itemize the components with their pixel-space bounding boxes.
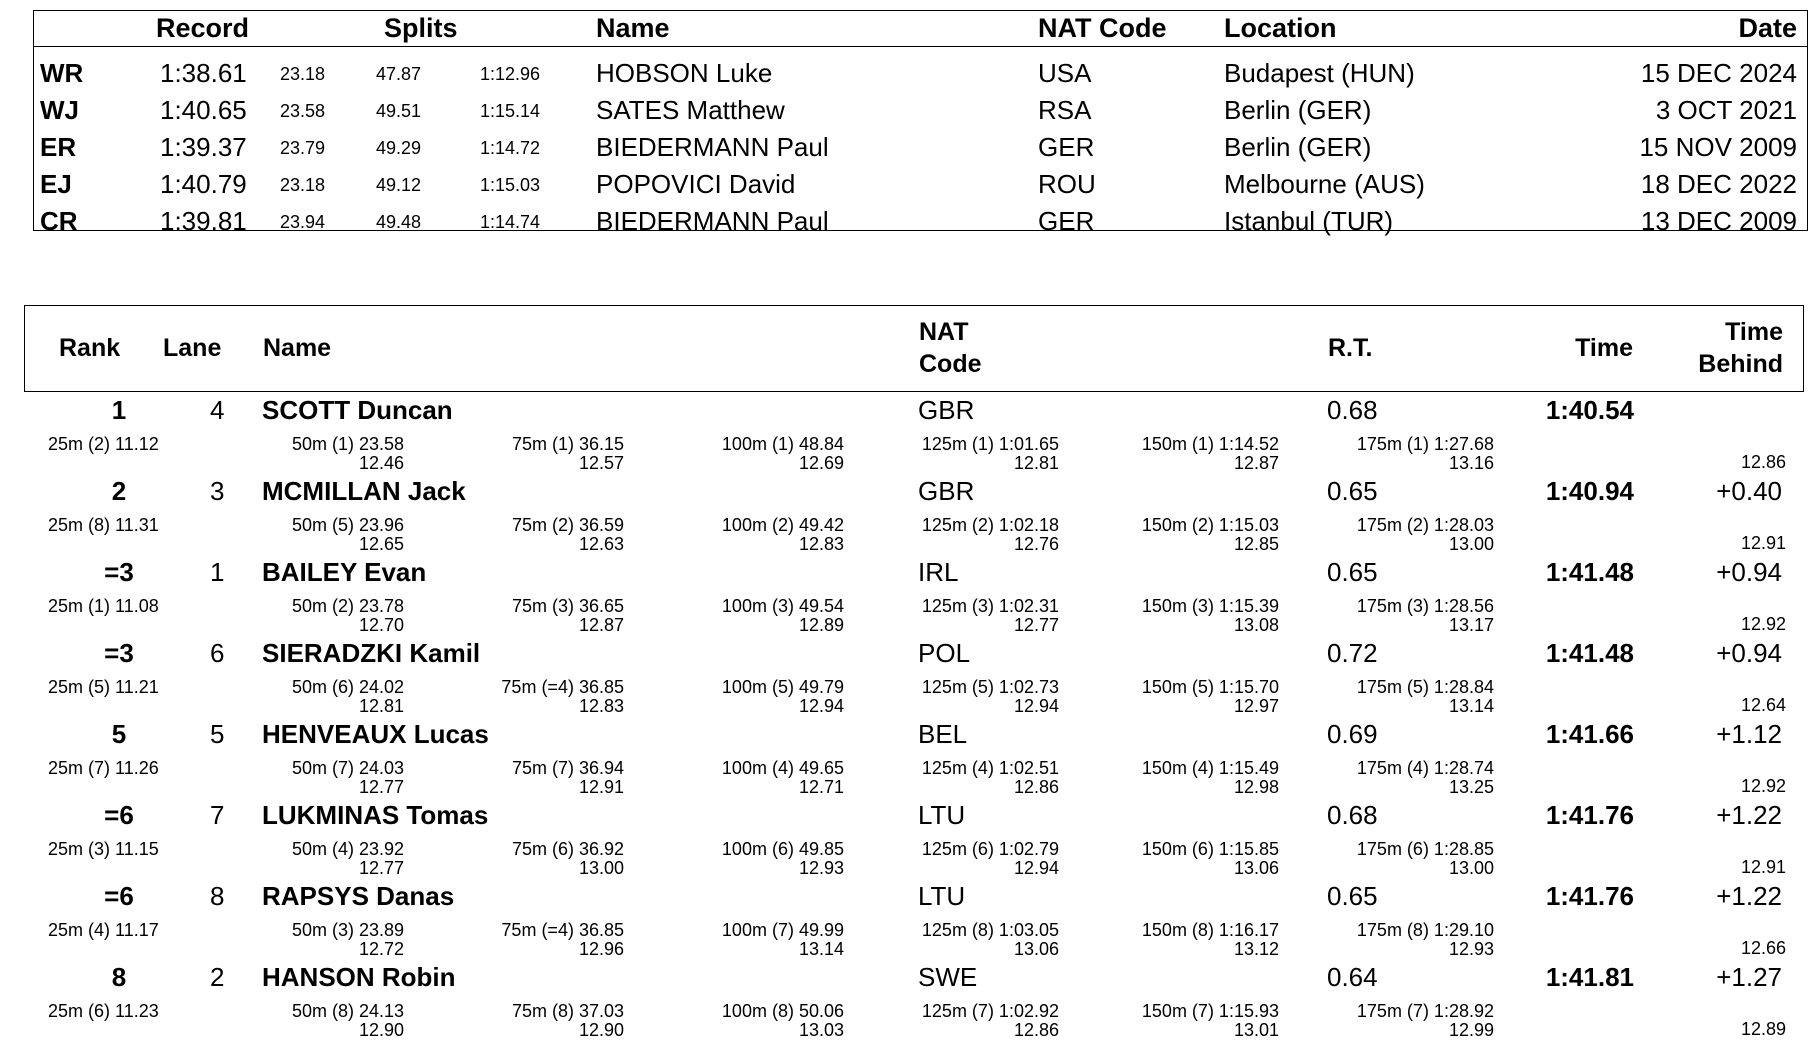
reaction-time: 0.65 xyxy=(1327,476,1378,506)
rank: =3 xyxy=(104,638,134,668)
split-125m-lap: 12.86 xyxy=(1013,777,1059,797)
split-150m-lap: 13.01 xyxy=(1233,1020,1279,1040)
record-split-100: 49.48 xyxy=(376,212,422,232)
split-50m: 50m (4) 23.92 xyxy=(291,839,404,859)
split-125m: 125m (5) 1:02.73 xyxy=(921,677,1059,697)
results-header-lane: Lane xyxy=(163,334,222,362)
athlete-name: RAPSYS Danas xyxy=(262,881,455,911)
split-125m: 125m (1) 1:01.65 xyxy=(921,434,1059,454)
lane: 5 xyxy=(210,719,225,749)
split-50m: 50m (8) 24.13 xyxy=(291,1001,404,1021)
record-split-100: 49.51 xyxy=(376,101,422,121)
split-100m-lap: 12.69 xyxy=(798,453,844,473)
reaction-time: 0.69 xyxy=(1327,719,1378,749)
final-time: 1:41.81 xyxy=(1545,962,1634,992)
split-125m: 125m (6) 1:02.79 xyxy=(921,839,1059,859)
final-time: 1:41.76 xyxy=(1545,881,1634,911)
record-holder-name: POPOVICI David xyxy=(596,169,796,199)
record-holder-name: SATES Matthew xyxy=(596,95,785,125)
lane: 3 xyxy=(210,476,225,506)
result-row xyxy=(24,555,1804,636)
record-location: Budapest (HUN) xyxy=(1224,58,1415,88)
final-time: 1:40.54 xyxy=(1545,395,1634,425)
split-75m: 75m (8) 37.03 xyxy=(511,1001,624,1021)
split-75m: 75m (3) 36.65 xyxy=(511,596,624,616)
split-75m-lap: 12.96 xyxy=(578,939,624,959)
split-50m-lap: 12.72 xyxy=(358,939,404,959)
split-25m: 25m (7) 11.26 xyxy=(48,758,159,778)
split-125m: 125m (4) 1:02.51 xyxy=(921,758,1059,778)
record-time: 1:40.65 xyxy=(160,95,247,125)
reaction-time: 0.68 xyxy=(1327,395,1378,425)
split-175m: 175m (2) 1:28.03 xyxy=(1356,515,1494,535)
split-75m-lap: 12.57 xyxy=(578,453,624,473)
record-location: Berlin (GER) xyxy=(1224,132,1372,162)
reaction-time: 0.65 xyxy=(1327,557,1378,587)
split-125m-lap: 12.94 xyxy=(1013,858,1059,878)
final-time: 1:41.48 xyxy=(1545,557,1634,587)
record-row xyxy=(34,166,1807,203)
result-row xyxy=(24,717,1804,798)
record-split-50: 23.18 xyxy=(280,175,326,195)
split-150m: 150m (6) 1:15.85 xyxy=(1141,839,1279,859)
athlete-name: LUKMINAS Tomas xyxy=(262,800,489,830)
result-row xyxy=(24,879,1804,960)
record-holder-name: HOBSON Luke xyxy=(596,58,773,88)
records-header-record: Record xyxy=(156,13,250,43)
rank: 5 xyxy=(111,719,127,749)
results-header xyxy=(24,305,1804,392)
split-last-lap: 12.64 xyxy=(1740,695,1786,715)
split-125m: 125m (3) 1:02.31 xyxy=(921,596,1059,616)
record-split-50: 23.18 xyxy=(280,64,326,84)
record-row xyxy=(34,203,1807,240)
split-75m-lap: 12.63 xyxy=(578,534,624,554)
split-100m-lap: 12.71 xyxy=(798,777,844,797)
record-code: WJ xyxy=(40,95,79,125)
nat-code: SWE xyxy=(918,962,978,992)
split-50m-lap: 12.46 xyxy=(358,453,404,473)
reaction-time: 0.68 xyxy=(1327,800,1378,830)
results-header-nat: NAT xyxy=(919,318,969,346)
record-location: Melbourne (AUS) xyxy=(1224,169,1425,199)
result-row xyxy=(24,960,1804,1041)
split-50m-lap: 12.81 xyxy=(358,696,404,716)
split-175m-lap: 13.14 xyxy=(1448,696,1494,716)
split-75m-lap: 12.90 xyxy=(578,1020,624,1040)
records-header-divider xyxy=(34,46,1807,47)
split-125m-lap: 12.81 xyxy=(1013,453,1059,473)
split-125m-lap: 12.76 xyxy=(1013,534,1059,554)
final-time: 1:40.94 xyxy=(1545,476,1634,506)
record-nat-code: USA xyxy=(1038,58,1092,88)
split-175m-lap: 13.17 xyxy=(1448,615,1494,635)
split-150m-lap: 12.87 xyxy=(1233,453,1279,473)
split-75m-lap: 13.00 xyxy=(578,858,624,878)
time-behind: +0.94 xyxy=(1716,638,1782,668)
split-150m: 150m (2) 1:15.03 xyxy=(1141,515,1279,535)
reaction-time: 0.72 xyxy=(1327,638,1378,668)
record-split-100: 49.12 xyxy=(376,175,422,195)
results-header-time-behind-2: Behind xyxy=(1698,350,1783,378)
split-100m: 100m (7) 49.99 xyxy=(721,920,844,940)
split-25m: 25m (5) 11.21 xyxy=(48,677,159,697)
split-175m: 175m (1) 1:27.68 xyxy=(1356,434,1494,454)
record-location: Berlin (GER) xyxy=(1224,95,1372,125)
results-header-time: Time xyxy=(1575,334,1633,362)
record-holder-name: BIEDERMANN Paul xyxy=(596,132,829,162)
split-150m-lap: 12.98 xyxy=(1233,777,1279,797)
split-50m-lap: 12.77 xyxy=(358,858,404,878)
split-125m-lap: 12.86 xyxy=(1013,1020,1059,1040)
time-behind: +1.12 xyxy=(1716,719,1782,749)
split-150m: 150m (1) 1:14.52 xyxy=(1141,434,1279,454)
lane: 7 xyxy=(210,800,225,830)
record-date: 18 DEC 2022 xyxy=(1640,169,1797,199)
split-125m: 125m (8) 1:03.05 xyxy=(921,920,1059,940)
split-100m: 100m (8) 50.06 xyxy=(721,1001,844,1021)
record-split-100: 47.87 xyxy=(376,64,422,84)
split-100m-lap: 12.94 xyxy=(798,696,844,716)
split-175m: 175m (3) 1:28.56 xyxy=(1356,596,1494,616)
split-75m: 75m (=4) 36.85 xyxy=(501,677,624,697)
split-175m-lap: 13.00 xyxy=(1448,534,1494,554)
athlete-name: SIERADZKI Kamil xyxy=(262,638,481,668)
record-split-100: 49.29 xyxy=(376,138,422,158)
split-last-lap: 12.91 xyxy=(1740,857,1786,877)
record-row xyxy=(34,55,1807,92)
split-last-lap: 12.92 xyxy=(1740,776,1786,796)
rank: 2 xyxy=(111,476,127,506)
time-behind: +1.27 xyxy=(1716,962,1782,992)
split-75m: 75m (=4) 36.85 xyxy=(501,920,624,940)
split-75m-lap: 12.87 xyxy=(578,615,624,635)
result-row xyxy=(24,798,1804,879)
record-time: 1:39.81 xyxy=(160,206,247,236)
split-25m: 25m (6) 11.23 xyxy=(48,1001,159,1021)
record-nat-code: GER xyxy=(1038,206,1095,236)
record-date: 15 DEC 2024 xyxy=(1640,58,1797,88)
results-header-time-behind-1: Time xyxy=(1725,318,1783,346)
lane: 4 xyxy=(210,395,225,425)
record-holder-name: BIEDERMANN Paul xyxy=(596,206,829,236)
nat-code: LTU xyxy=(918,800,966,830)
split-125m-lap: 12.94 xyxy=(1013,696,1059,716)
split-100m: 100m (3) 49.54 xyxy=(721,596,844,616)
split-150m: 150m (7) 1:15.93 xyxy=(1141,1001,1279,1021)
final-time: 1:41.48 xyxy=(1545,638,1634,668)
split-last-lap: 12.89 xyxy=(1740,1019,1786,1039)
split-100m: 100m (1) 48.84 xyxy=(721,434,844,454)
nat-code: IRL xyxy=(918,557,959,587)
split-25m: 25m (1) 11.08 xyxy=(48,596,159,616)
results-header-rank: Rank xyxy=(59,334,121,362)
result-row xyxy=(24,393,1804,474)
split-last-lap: 12.86 xyxy=(1740,452,1786,472)
results-header-rt: R.T. xyxy=(1328,334,1373,362)
lane: 8 xyxy=(210,881,225,911)
split-75m: 75m (6) 36.92 xyxy=(511,839,624,859)
athlete-name: BAILEY Evan xyxy=(262,557,427,587)
split-50m: 50m (6) 24.02 xyxy=(291,677,404,697)
record-time: 1:38.61 xyxy=(160,58,247,88)
split-100m-lap: 12.89 xyxy=(798,615,844,635)
record-split-150: 1:15.14 xyxy=(480,101,541,121)
split-50m-lap: 12.65 xyxy=(358,534,404,554)
split-75m: 75m (7) 36.94 xyxy=(511,758,624,778)
record-split-150: 1:14.74 xyxy=(480,212,541,232)
record-split-150: 1:12.96 xyxy=(480,64,541,84)
split-50m: 50m (1) 23.58 xyxy=(291,434,404,454)
split-100m-lap: 12.83 xyxy=(798,534,844,554)
time-behind: +1.22 xyxy=(1716,881,1782,911)
records-header-splits: Splits xyxy=(384,13,458,43)
split-75m-lap: 12.83 xyxy=(578,696,624,716)
split-125m-lap: 13.06 xyxy=(1013,939,1059,959)
split-175m: 175m (6) 1:28.85 xyxy=(1356,839,1494,859)
split-50m-lap: 12.90 xyxy=(358,1020,404,1040)
rank: 1 xyxy=(111,395,127,425)
split-last-lap: 12.91 xyxy=(1740,533,1786,553)
record-time: 1:40.79 xyxy=(160,169,247,199)
split-125m: 125m (7) 1:02.92 xyxy=(921,1001,1059,1021)
record-nat-code: RSA xyxy=(1038,95,1092,125)
split-100m: 100m (4) 49.65 xyxy=(721,758,844,778)
split-100m-lap: 13.03 xyxy=(798,1020,844,1040)
final-time: 1:41.66 xyxy=(1545,719,1634,749)
split-175m: 175m (7) 1:28.92 xyxy=(1356,1001,1494,1021)
record-location: Istanbul (TUR) xyxy=(1224,206,1394,236)
lane: 2 xyxy=(210,962,225,992)
split-50m: 50m (5) 23.96 xyxy=(291,515,404,535)
rank: 8 xyxy=(111,962,127,992)
split-175m-lap: 12.93 xyxy=(1448,939,1494,959)
split-150m-lap: 13.08 xyxy=(1233,615,1279,635)
record-nat-code: GER xyxy=(1038,132,1095,162)
split-175m: 175m (5) 1:28.84 xyxy=(1356,677,1494,697)
split-175m-lap: 12.99 xyxy=(1448,1020,1494,1040)
split-150m-lap: 13.12 xyxy=(1233,939,1279,959)
split-150m: 150m (4) 1:15.49 xyxy=(1141,758,1279,778)
split-100m-lap: 12.93 xyxy=(798,858,844,878)
records-header-date: Date xyxy=(1738,13,1797,43)
time-behind: +0.40 xyxy=(1716,476,1782,506)
record-split-150: 1:14.72 xyxy=(480,138,541,158)
split-50m: 50m (3) 23.89 xyxy=(291,920,404,940)
result-row xyxy=(24,636,1804,717)
records-header-nat: NAT Code xyxy=(1038,13,1167,43)
split-175m: 175m (8) 1:29.10 xyxy=(1356,920,1494,940)
split-100m: 100m (6) 49.85 xyxy=(721,839,844,859)
split-50m-lap: 12.70 xyxy=(358,615,404,635)
lane: 6 xyxy=(210,638,225,668)
record-split-150: 1:15.03 xyxy=(480,175,541,195)
final-time: 1:41.76 xyxy=(1545,800,1634,830)
record-row xyxy=(34,92,1807,129)
results-header-name: Name xyxy=(263,334,332,362)
record-time: 1:39.37 xyxy=(160,132,247,162)
reaction-time: 0.64 xyxy=(1327,962,1378,992)
rank: =6 xyxy=(104,800,134,830)
record-code: WR xyxy=(40,58,84,88)
split-175m-lap: 13.00 xyxy=(1448,858,1494,878)
time-behind: +0.94 xyxy=(1716,557,1782,587)
athlete-name: MCMILLAN Jack xyxy=(262,476,466,506)
split-175m-lap: 13.25 xyxy=(1448,777,1494,797)
record-code: CR xyxy=(40,206,78,236)
record-split-50: 23.58 xyxy=(280,101,326,121)
record-code: EJ xyxy=(40,169,72,199)
results-header-code: Code xyxy=(919,350,982,378)
result-row xyxy=(24,474,1804,555)
split-100m-lap: 13.14 xyxy=(798,939,844,959)
record-date: 15 NOV 2009 xyxy=(1639,132,1797,162)
split-125m: 125m (2) 1:02.18 xyxy=(921,515,1059,535)
record-date: 3 OCT 2021 xyxy=(1655,95,1797,125)
athlete-name: SCOTT Duncan xyxy=(262,395,453,425)
records-header-location: Location xyxy=(1224,13,1337,43)
split-150m: 150m (5) 1:15.70 xyxy=(1141,677,1279,697)
nat-code: LTU xyxy=(918,881,966,911)
athlete-name: HENVEAUX Lucas xyxy=(262,719,489,749)
split-75m-lap: 12.91 xyxy=(578,777,624,797)
record-split-50: 23.94 xyxy=(280,212,326,232)
time-behind: +1.22 xyxy=(1716,800,1782,830)
split-50m-lap: 12.77 xyxy=(358,777,404,797)
nat-code: GBR xyxy=(918,395,975,425)
records-table xyxy=(33,10,1808,236)
split-150m-lap: 13.06 xyxy=(1233,858,1279,878)
split-25m: 25m (4) 11.17 xyxy=(48,920,159,940)
split-25m: 25m (2) 11.12 xyxy=(48,434,159,454)
nat-code: GBR xyxy=(918,476,975,506)
split-50m: 50m (2) 23.78 xyxy=(291,596,404,616)
split-150m-lap: 12.97 xyxy=(1233,696,1279,716)
nat-code: BEL xyxy=(918,719,968,749)
lane: 1 xyxy=(210,557,225,587)
rank: =3 xyxy=(104,557,134,587)
split-100m: 100m (2) 49.42 xyxy=(721,515,844,535)
split-150m-lap: 12.85 xyxy=(1233,534,1279,554)
split-50m: 50m (7) 24.03 xyxy=(291,758,404,778)
athlete-name: HANSON Robin xyxy=(262,962,456,992)
split-125m-lap: 12.77 xyxy=(1013,615,1059,635)
record-date: 13 DEC 2009 xyxy=(1640,206,1797,236)
record-split-50: 23.79 xyxy=(280,138,326,158)
split-100m: 100m (5) 49.79 xyxy=(721,677,844,697)
record-code: ER xyxy=(40,132,77,162)
record-row xyxy=(34,129,1807,166)
records-header-name: Name xyxy=(596,13,670,43)
split-175m: 175m (4) 1:28.74 xyxy=(1356,758,1494,778)
record-nat-code: ROU xyxy=(1038,169,1096,199)
split-25m: 25m (3) 11.15 xyxy=(48,839,159,859)
split-150m: 150m (3) 1:15.39 xyxy=(1141,596,1279,616)
nat-code: POL xyxy=(918,638,971,668)
split-75m: 75m (2) 36.59 xyxy=(511,515,624,535)
split-150m: 150m (8) 1:16.17 xyxy=(1141,920,1279,940)
split-last-lap: 12.92 xyxy=(1740,614,1786,634)
split-75m: 75m (1) 36.15 xyxy=(511,434,624,454)
split-175m-lap: 13.16 xyxy=(1448,453,1494,473)
reaction-time: 0.65 xyxy=(1327,881,1378,911)
split-last-lap: 12.66 xyxy=(1740,938,1786,958)
split-25m: 25m (8) 11.31 xyxy=(48,515,159,535)
rank: =6 xyxy=(104,881,134,911)
